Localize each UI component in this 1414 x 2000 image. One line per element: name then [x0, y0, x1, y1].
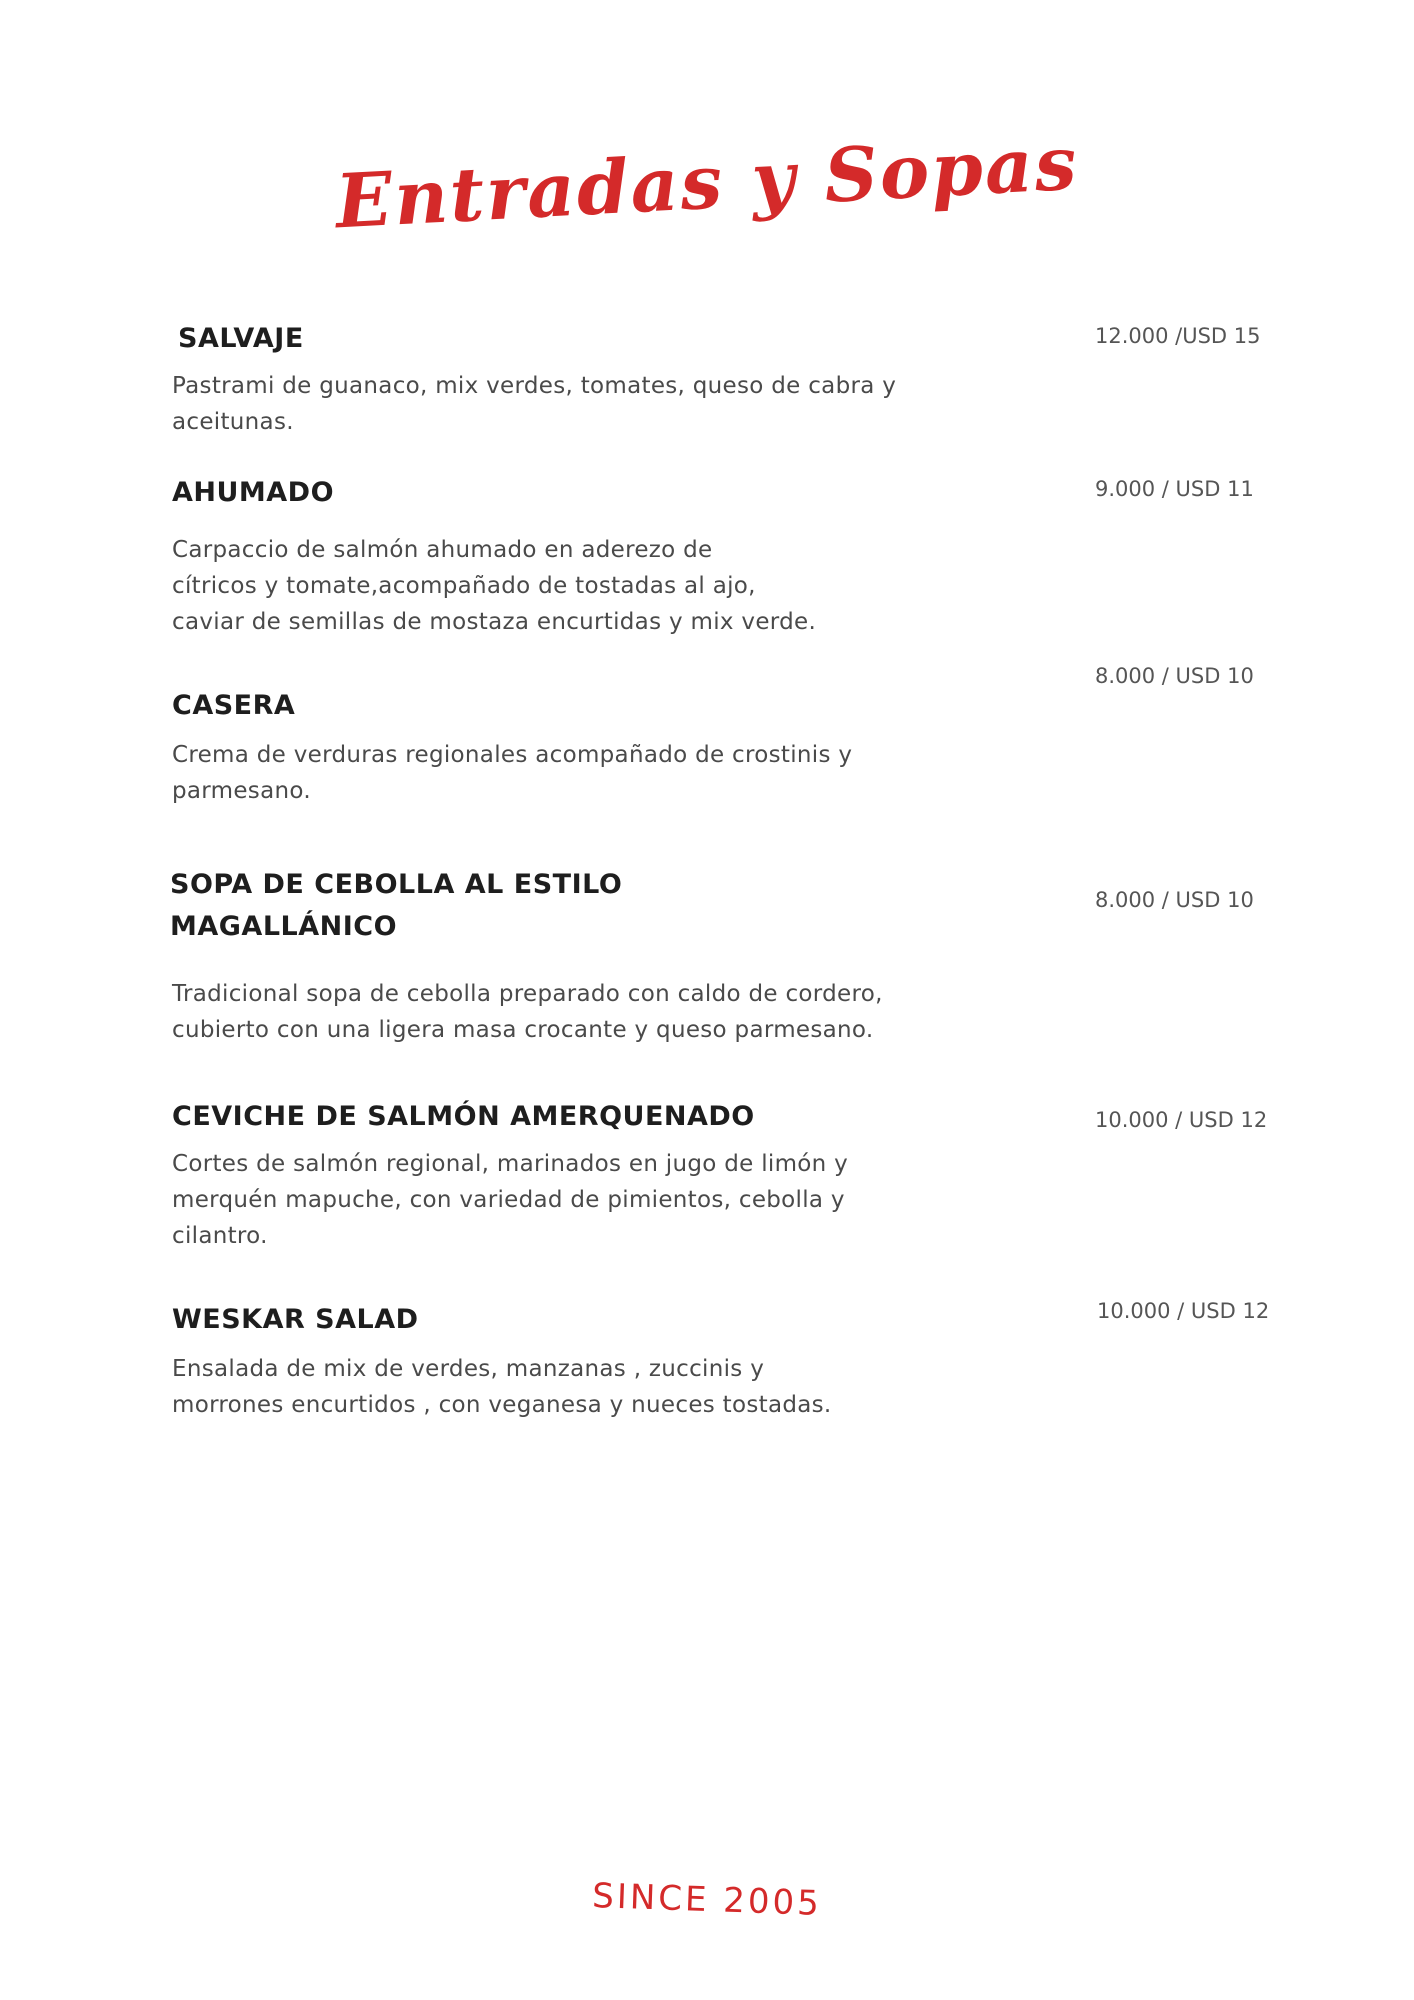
menu-item-name: SALVAJE — [178, 323, 304, 354]
since-tagline: SINCE 2005 — [591, 1876, 823, 1924]
menu-item-price: 10.000 / USD 12 — [1095, 1108, 1268, 1132]
menu-item-price: 10.000 / USD 12 — [1097, 1299, 1270, 1323]
menu-item-description: Pastrami de guanaco, mix verdes, tomates, queso de cabra y aceitunas. — [172, 373, 897, 435]
menu-item-name: SOPA DE CEBOLLA AL ESTILO MAGALLÁNICO — [170, 869, 623, 942]
menu-item-description: Cortes de salmón regional, marinados en jugo de limón y merquén mapuche, con variedad de pimientos, cebolla y cilantro. — [172, 1151, 849, 1249]
menu-item-description: Ensalada de mix de verdes, manzanas , zuccinis y morrones encurtidos , con veganesa y nueces tostadas. — [172, 1356, 832, 1418]
menu-item-description: Crema de verduras regionales acompañado de crostinis y parmesano. — [172, 742, 853, 804]
menu-item-description: Carpaccio de salmón ahumado en aderezo de cítricos y tomate,acompañado de tostadas al ajo, caviar de semillas de mostaza encurtidas y mix verde. — [172, 537, 817, 635]
menu-item-price: 8.000 / USD 10 — [1095, 888, 1254, 912]
menu-item-name: CEVICHE DE SALMÓN AMERQUENADO — [172, 1101, 755, 1132]
menu-item-name: CASERA — [172, 690, 296, 721]
menu-item-price: 8.000 / USD 10 — [1095, 664, 1254, 688]
menu-item-name: AHUMADO — [172, 477, 335, 508]
menu-item-name: WESKAR SALAD — [172, 1304, 419, 1335]
menu-item-price: 12.000 /USD 15 — [1095, 324, 1261, 348]
page-title: Entradas y Sopas — [333, 120, 1081, 245]
menu-item-description: Tradicional sopa de cebolla preparado con caldo de cordero, cubierto con una ligera masa crocante y queso parmesano. — [172, 981, 883, 1043]
menu-item-price: 9.000 / USD 11 — [1095, 477, 1254, 501]
